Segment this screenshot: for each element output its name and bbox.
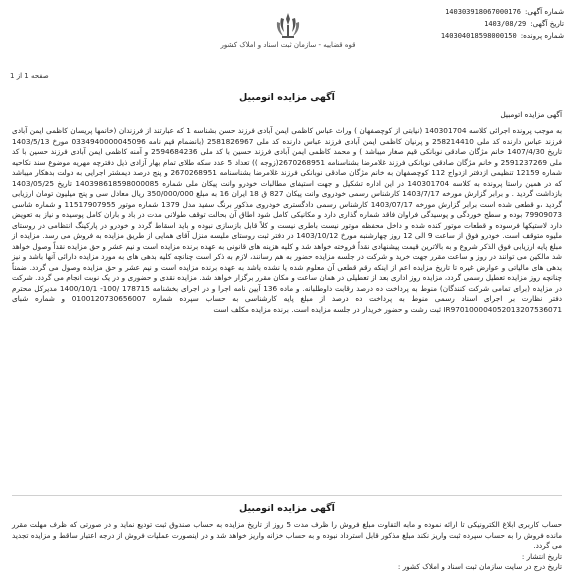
section-divider: [12, 495, 562, 496]
publish-date-label: تاریخ انتشار :: [521, 551, 562, 561]
notice-subtitle: آگهی مزایده اتومبیل: [500, 110, 562, 119]
judiciary-logo: [220, 10, 356, 58]
meta-case-number: [404, 30, 564, 42]
meta-notice-date: [404, 18, 564, 30]
notice-meta: [404, 6, 564, 42]
page-number: صفحه 1 از 1: [10, 72, 49, 80]
notice-title: آگهی مزایده اتومبیل: [239, 92, 335, 103]
notice-body-2-text: حساب کاربری ابلاغ الکترونیکی تا ارائه نموده و مابه التفاوت مبلغ فروش را ظرف مدت 5 روز از تاریخ مزایده به حساب صندوق ثبت تودیع نماید و در صورتی که ظرف مهلت مقرر مانده فروش را به حساب سپرده ثبت واریز نکند مبلغ مذکور قابل استرداد نبوده و به حساب خزانه واریز خواهد شد و در اینصورت عملیات فروش از درجه اعتبار ساقط و مزایده تجدید می گردد.: [12, 520, 562, 550]
notice-body-2: [12, 520, 562, 573]
meta-value: 140303918067000176: [445, 8, 521, 16]
site-date-label: تاریخ درج در سایت سازمان ثبت اسناد و املاک کشور :: [397, 562, 562, 571]
logo-caption: قوه قضاییه - سازمان ثبت اسناد و املاک کشور: [220, 41, 356, 49]
meta-value: 140304018598000150: [440, 32, 517, 40]
emblem-icon: [271, 10, 305, 40]
meta-notice-number: [404, 6, 564, 18]
meta-label: تاریخ آگهی:: [530, 19, 564, 28]
meta-value: 1403/08/29: [484, 20, 527, 28]
meta-label: شماره پرونده:: [520, 31, 564, 40]
notice-title-2: آگهی مزایده اتومبیل: [239, 503, 335, 514]
meta-label: شماره آگهی:: [524, 7, 564, 16]
notice-body: به موجب پرونده اجرائی کلاسه 140301704 (نیابتی از کوچصفهان ) وراث عباس کاظمی ایمن آبادی فرزند حسن بشناسه 1 که عبارتند از فرزندان (خانمها پریسان کاظمی ایمن آبادی فرزند عباس دارنده کد ملی 258214410 و پرنیان کاظمی ایمن آبادی فرزند عباس دارنده کد ملی 2581826967 (بانضمام قیم نامه 0334940000045096 مورخ 1403/5/13 تاریخ 1407/4/30 خانم مژگان صادقی نوبانکی قیم صغار میباشد ) و محمد کاظمی ایمن آبادی فرزند حسین با کد ملی 2594684236 و آمنه کاظمی ایمن آبادی فرزند حسین با کد ملی 2591237269 و خانم مژگان صادقی نوبانکی فرزند غلامرضا بشناسنامه 2670268951(زوجه )) تعداد 5 عدد سکه طلای تمام بهار آزادی ذیل دفترچه مهریه موضوع سند نکاحیه شماره 12159 تنظیمی ازدفتر ازدواج 112 کوچصفهان به خانم مژگان صادقی نوبانکی فرزند غلامرضا بشناسنامه 2670268951 و پنج درصد دیمشتر اجرایی به دولت بدهکار میباشد که در همین راستا پرونده به کلاسه 140301704 در این اداره تشکیل و جهت استیفای مطالبات خودرو وانت پیکان ملی شماره 140398618598000085 تاریخ 1403/05/25 بازداشت گردید . و برابر گزارش مورخه 1403/7/17 کارشناس رسمی خودروی وانت پیکان 827 ق 18 ایران 16 به مبلغ 350/000/000 ریال معادل سی و پنج میلیون تومان ارزیابی گردید ،و قطعی شده است برابر گزارش مورخه 1403/07/17 کارشناس رسمی دادگستری خودروی مذکور برنگ سفید مدل 1379 شماره موتور 11517907955 و شماره شاسی 79909073 بوده و سطح خوردگی و پوسیدگی فراوان فاقد شماره گذاری دارد و مکانیکی کامل شود اطاق آن بحالت توقف طولانی مدت در باد و باران کامل پوسیده و نیاز به تعویض دارد لاستیکها فرسوده و قطعات موتور کنده شده و داخل محفظه موتور نیست باطری نیست و کلاً قابل بازسازی نبوده و باید اسقاط گردد و خودرو در پارکینگ انتظامی در روستای ملیوه متوقف است. خودرو فوق از ساعت 9 الی 12 روز چهارشنبه مورخ 1403/10/12 در دفتر ثبت روستای ملیسه منزل آقای همایی از طریق مزایده به فروش می رسد. مزایده از مبلغ پایه ارزیابی فوق الذکر شروع و به بالاترین قیمت پیشنهادی نقداً فروخته خواهد شد و کلیه هزینه های قانونی به عهده برنده مزایده است و نیم عشر و حق مزایده نقداً وصول خواهد شد مالکین می توانند در روز و ساعت مقرر جهت خرید و شرکت در جلسه مزایده حضور به هم رسانند، لازم به ذکر است چنانچه کلیه بدهی های به مورد مزایده دارائی آنها باشد و نیز بدهی های مالیاتی و عوارض غیره تا تاریخ مزایده اعم از اینکه رقم قطعی آن معلوم شده یا نشده باشد به عهده برنده مزایده است و نیم عشر و حق مزایده وصول می گردد. ضمناً چنانچه روز مزایده تعطیل رسمی گردد، مزایده روز اداری بعد از تعطیلی در همان ساعت و مکان مقرر برگزار خواهد شد. مزایده نقدی و حضوری و در یک نوبت انجام می گردد. شرکت در مزایده (برای تمامی شرکت کنندگان) منوط به پرداخت ده درصد رقابت داوطلبانه. و ماده 136 آیین نامه اجرا و در اجرای بخشنامه 178715 /100- 1400/10/1 مدیرکل محترم دفتر نظارت بر اجرای اسناد رسمی منوط به پرداخت ده درصد از مبلغ پایه کارشناسی به حساب سپرده شماره 0100120730656007 و شماره شبای IR970100004052013207536071 ثبت رشت و حضور خریدار در جلسه مزایده است. برنده مزایده مکلف است: [12, 126, 563, 314]
